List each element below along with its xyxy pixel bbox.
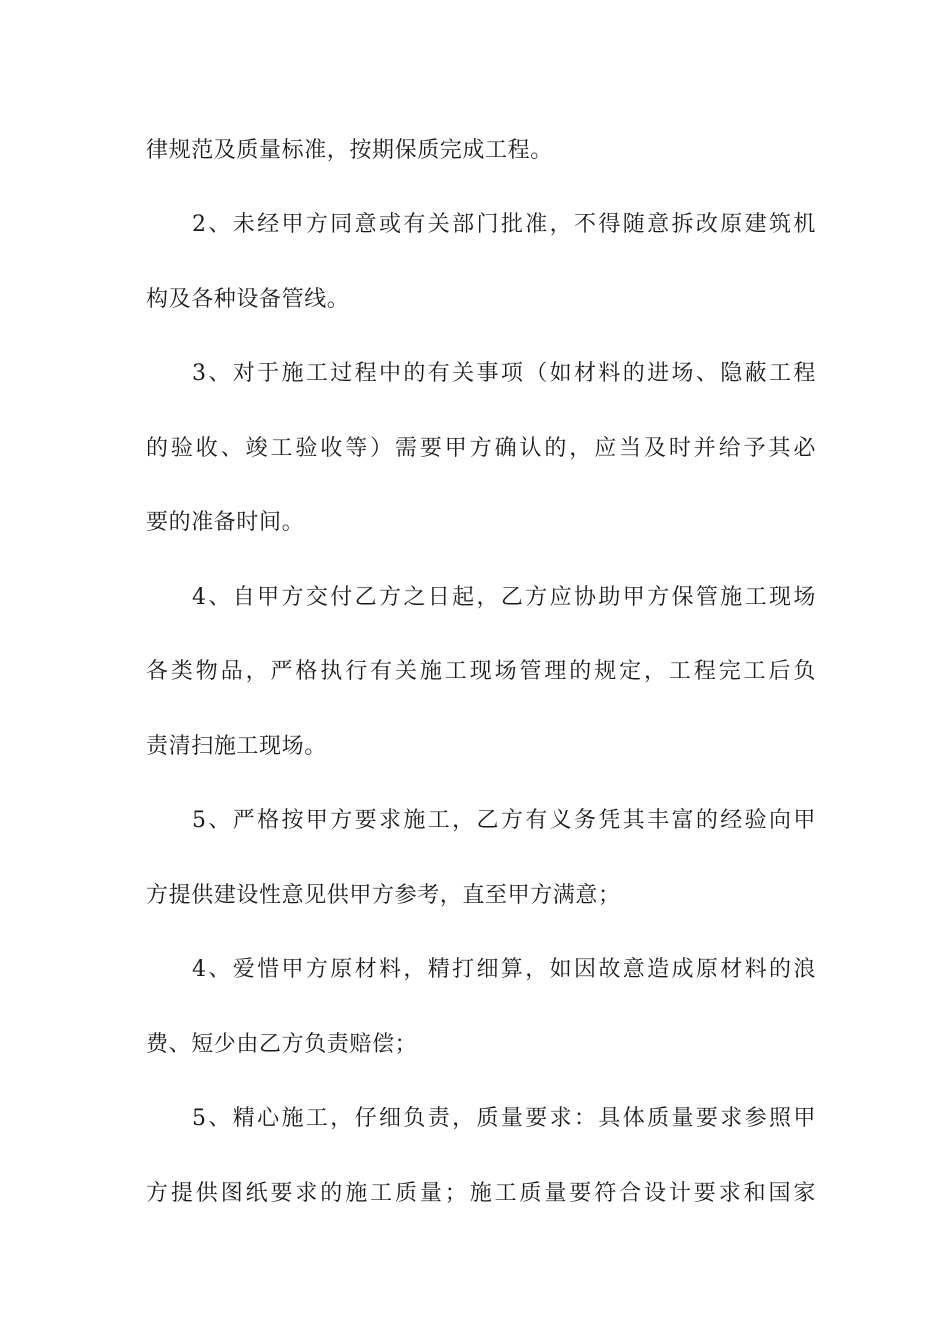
text-line: 4、自甲方交付乙方之日起，乙方应协助甲方保管施工现场 (192, 585, 816, 610)
text-line: 费、短少由乙方负责赔偿； (146, 1032, 418, 1057)
text-line: 5、精心施工，仔细负责，质量要求：具体质量要求参照甲 (192, 1106, 816, 1131)
text-line: 方提供建设性意见供甲方参考，直至甲方满意； (146, 883, 621, 908)
text-line: 各类物品，严格执行有关施工现场管理的规定，工程完工后负 (146, 659, 816, 684)
text-line: 5、严格按甲方要求施工，乙方有义务凭其丰富的经验向甲 (192, 808, 816, 833)
text-line: 责清扫施工现场。 (146, 734, 327, 759)
text-line: 2、未经甲方同意或有关部门批准，不得随意拆改原建筑机 (192, 212, 816, 237)
text-line: 构及各种设备管线。 (146, 287, 350, 312)
text-line: 方提供图纸要求的施工质量；施工质量要符合设计要求和国家 (146, 1181, 816, 1206)
text-line: 3、对于施工过程中的有关事项（如材料的进场、隐蔽工程 (192, 361, 816, 386)
text-line: 律规范及质量标准，按期保质完成工程。 (146, 138, 553, 163)
text-line: 4、爱惜甲方原材料，精打细算，如因故意造成原材料的浪 (192, 957, 816, 982)
text-line: 的验收、竣工验收等）需要甲方确认的，应当及时并给予其必 (146, 436, 816, 461)
text-line: 要的准备时间。 (146, 510, 305, 535)
